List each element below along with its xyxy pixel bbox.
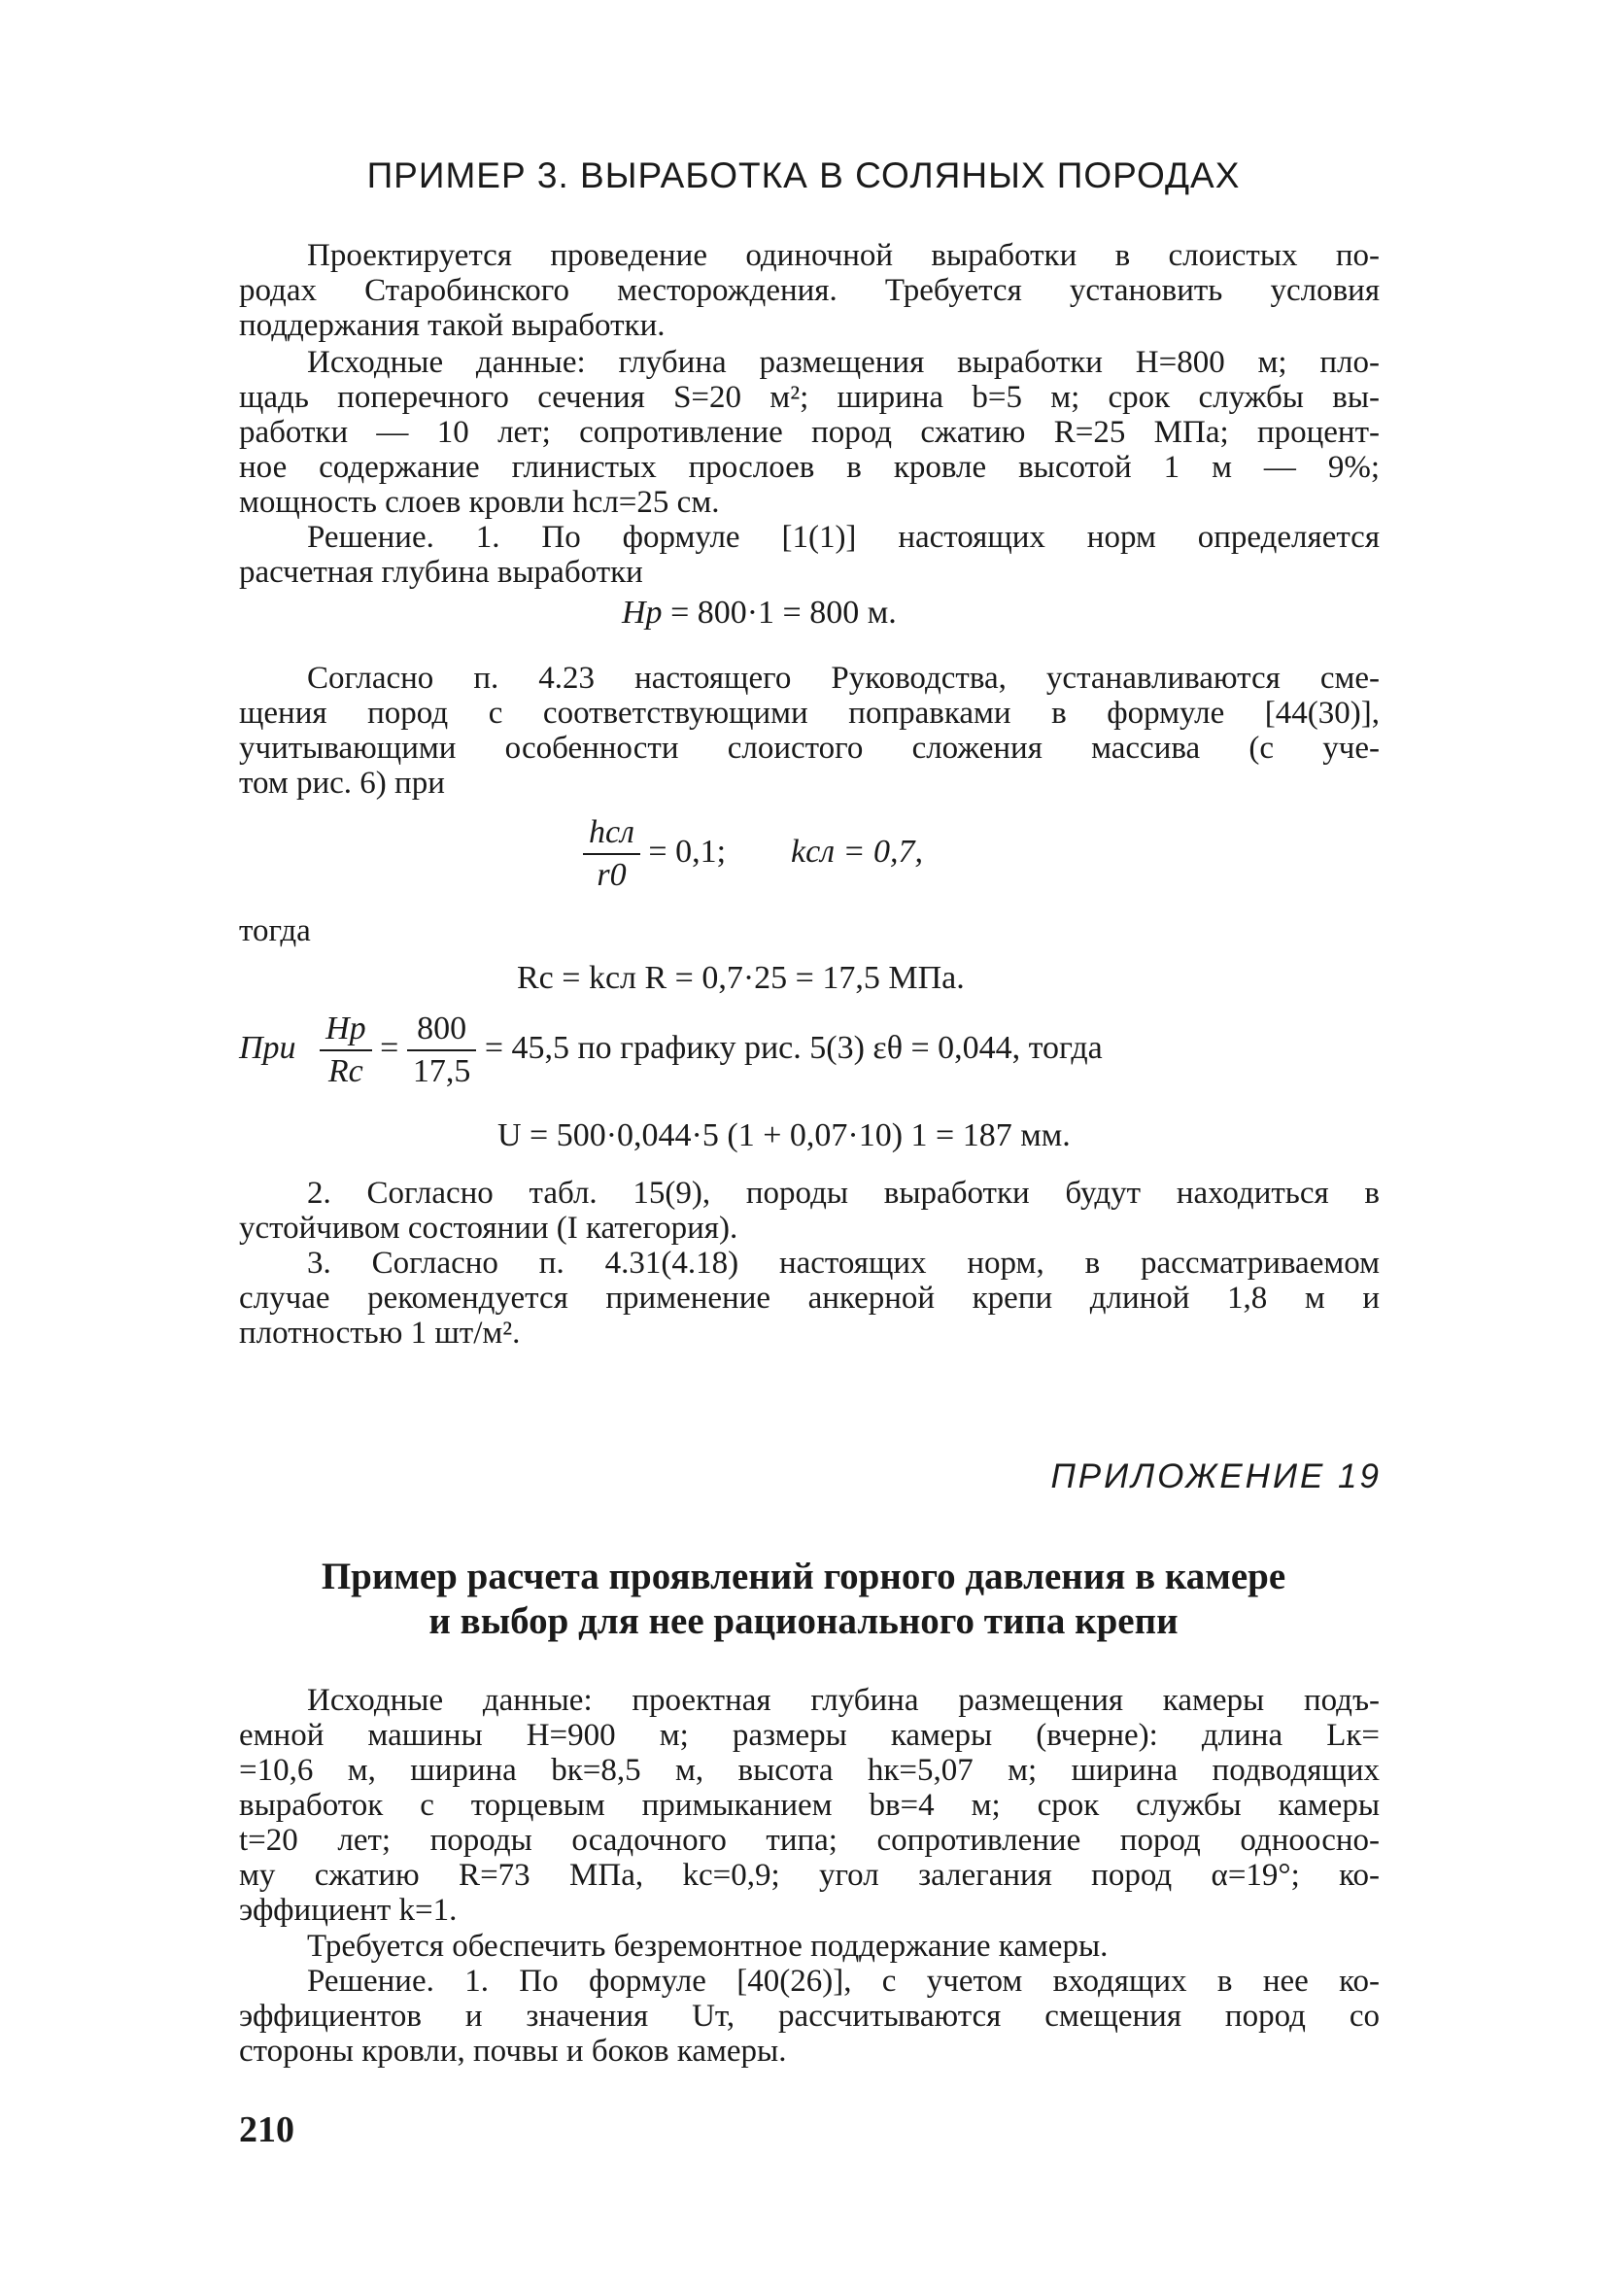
paragraph-intro: [239, 238, 1380, 343]
fraction-numerator: Hр: [320, 1011, 372, 1051]
paragraph-solution-step1: [239, 520, 1380, 590]
text-line: Исходные данные: проектная глубина размещения камеры подъ-: [307, 1683, 1380, 1718]
text-line: поддержания такой выработки.: [239, 308, 666, 343]
formula-word: При: [239, 1029, 296, 1066]
text-line: устойчивом состоянии (I категория).: [239, 1211, 738, 1246]
text-line: расчетная глубина выработки: [239, 555, 643, 590]
fraction: [583, 814, 640, 894]
text-line: Согласно п. 4.23 настоящего Руководства, устанавливаются сме-: [307, 661, 1380, 696]
paragraph-chamber-input-data: [239, 1683, 1380, 1928]
text-line: том рис. 6) при: [239, 766, 445, 801]
text-line: щадь поперечного сечения S=20 м²; ширина b=5 м; срок службы вы-: [239, 380, 1380, 415]
text-line: Решение. 1. По формуле [1(1)] настоящих норм определяется: [307, 520, 1380, 555]
formula-eq: =: [380, 1029, 399, 1066]
fraction-denominator: r0: [597, 857, 627, 893]
formula-rc: Rc = kсл R = 0,7·25 = 17,5 МПа.: [517, 960, 965, 996]
text-line: работки — 10 лет; сопротивление пород сжатию R=25 МПа; процент-: [239, 415, 1380, 450]
paragraph-input-data: [239, 345, 1380, 520]
paragraph-requirement: [239, 1929, 1380, 1964]
text-line: выработок с торцевым примыканием bв=4 м; срок службы камеры: [239, 1788, 1380, 1823]
main-title: [0, 1555, 1607, 1644]
paragraph-step2: [239, 1176, 1380, 1246]
text-line: Исходные данные: глубина размещения выработки H=800 м; пло-: [307, 345, 1380, 380]
fraction-numerator: hсл: [583, 814, 640, 855]
formula-part: kсл = 0,7,: [791, 833, 923, 870]
fraction-denominator: 17,5: [412, 1053, 471, 1089]
formula-lhs: Hр: [622, 595, 663, 631]
fraction: [407, 1011, 477, 1090]
text-line: Решение. 1. По формуле [40(26)], с учетом входящих в нее ко-: [307, 1964, 1380, 1999]
paragraph-step3: [239, 1246, 1380, 1351]
text-line: Проектируется проведение одиночной выработки в слоистых по-: [307, 238, 1380, 273]
text-line: щения пород с соответствующими поправками в формуле [44(30)],: [239, 696, 1380, 731]
text-line: стороны кровли, почвы и боков камеры.: [239, 2034, 787, 2069]
word-togda: тогда: [239, 913, 311, 948]
text-line: мощность слоев кровли hсл=25 см.: [239, 485, 720, 520]
text-line: му сжатию R=73 МПа, kc=0,9; угол залегания пород α=19°; ко-: [239, 1858, 1380, 1893]
page-number: 210: [239, 2109, 294, 2150]
text-line: емной машины H=900 м; размеры камеры (вчерне): длина Lк=: [239, 1718, 1380, 1753]
paragraph-chamber-solution: [239, 1964, 1380, 2069]
fraction: [320, 1011, 372, 1090]
text-line: ное содержание глинистых прослоев в кровле высотой 1 м — 9%;: [239, 450, 1380, 485]
text-line: эффициент k=1.: [239, 1893, 458, 1928]
formula-design-depth: [622, 595, 897, 632]
text-line: Требуется обеспечить безремонтное поддержание камеры.: [307, 1929, 1109, 1964]
fraction-denominator: Rc: [327, 1053, 363, 1089]
text-line: t=20 лет; породы осадочного типа; сопротивление пород одноосно-: [239, 1823, 1380, 1858]
section-title: ПРИМЕР 3. ВЫРАБОТКА В СОЛЯНЫХ ПОРОДАХ: [366, 155, 1241, 195]
formula-rest: = 45,5 по графику рис. 5(3) εθ = 0,044, тогда: [484, 1029, 1103, 1066]
formula-part: = 0,1;: [648, 833, 727, 870]
fraction-numerator: 800: [407, 1011, 477, 1051]
text-line: =10,6 м, ширина bк=8,5 м, высота hк=5,07 м; ширина подводящих: [239, 1753, 1380, 1788]
main-title-line: Пример расчета проявлений горного давления в камере: [321, 1556, 1286, 1597]
text-line: родах Старобинского месторождения. Требуется установить условия: [239, 273, 1380, 308]
paragraph-displacements: [239, 661, 1380, 801]
formula-layer-ratio: [583, 814, 923, 894]
text-line: случае рекомендуется применение анкерной крепи длиной 1,8 м и: [239, 1281, 1380, 1316]
formula-displacement-u: U = 500·0,044·5 (1 + 0,07·10) 1 = 187 мм.: [497, 1117, 1071, 1153]
text-line: 2. Согласно табл. 15(9), породы выработки будут находиться в: [307, 1176, 1380, 1211]
main-title-line: и выбор для нее рационального типа крепи: [428, 1600, 1179, 1642]
text-line: эффициентов и значения Uт, рассчитываются смещения пород со: [239, 1999, 1380, 2034]
formula-ratio-hr: [239, 1011, 1103, 1090]
text-line: 3. Согласно п. 4.31(4.18) настоящих норм, в рассматриваемом: [307, 1246, 1380, 1281]
text-line: плотностью 1 шт/м².: [239, 1316, 521, 1351]
formula-rhs: = 800·1 = 800 м.: [670, 595, 897, 631]
appendix-label: ПРИЛОЖЕНИЕ 19: [1050, 1457, 1382, 1495]
text-line: учитывающими особенности слоистого сложения массива (с уче-: [239, 731, 1380, 766]
